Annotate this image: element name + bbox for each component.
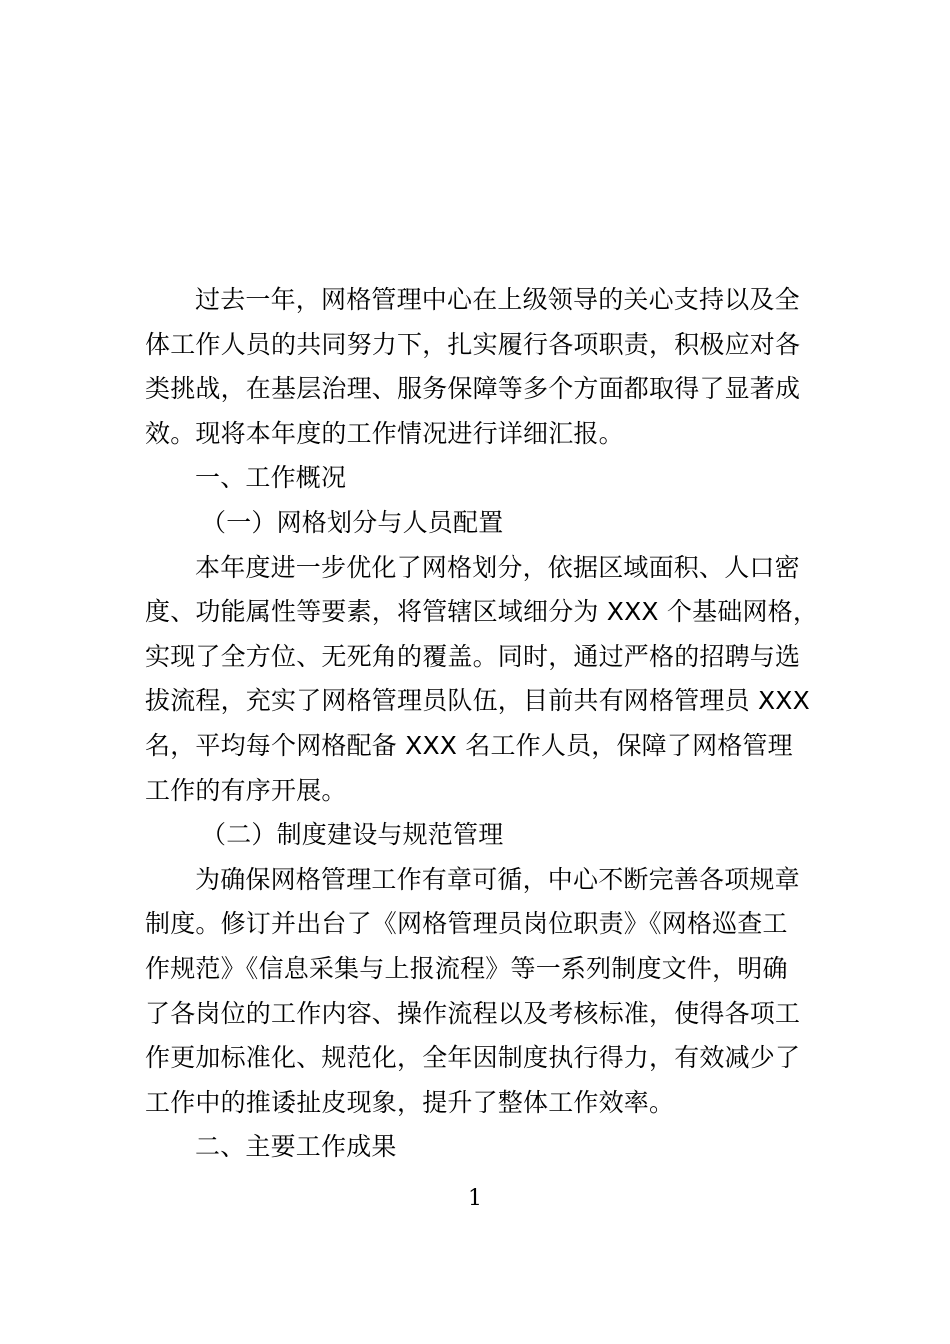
section-heading-work-overview (145, 456, 809, 501)
text-line: 为确保网格管理工作有章可循，中心不断完善各项规章 (195, 864, 800, 894)
section-heading-main-achievements (145, 1125, 809, 1170)
text-line: 类挑战，在基层治理、服务保障等多个方面都取得了显著成 (145, 374, 801, 404)
subsection-heading-system-building (145, 813, 809, 858)
subsection-heading-grid-division (145, 501, 809, 546)
text-line: 效。现将本年度的工作情况进行详细汇报。 (145, 418, 624, 448)
intro-paragraph (145, 278, 809, 456)
text-line: 了各岗位的工作内容、操作流程以及考核标准，使得各项工 (145, 998, 801, 1028)
text-line: 作规范》《信息采集与上报流程》等一系列制度文件，明确 (145, 953, 788, 983)
grid-division-paragraph (145, 546, 819, 814)
heading-text: 一、工作概况 (195, 463, 347, 493)
text-line: 制度。修订并出台了《网格管理员岗位职责》《网格巡查工 (145, 909, 788, 939)
text-line: 工作中的推诿扯皮现象，提升了整体工作效率。 (145, 1087, 675, 1117)
page-number: 1 (468, 1186, 482, 1211)
text-line: 过去一年，网格管理中心在上级领导的关心支持以及全 (195, 285, 800, 314)
text-line: 拔流程，充实了网格管理员队伍，目前共有网格管理员 XXX (145, 686, 810, 716)
subheading-text: （二）制度建设与规范管理 (201, 820, 504, 850)
heading-text: 二、主要工作成果 (195, 1132, 397, 1162)
text-line: 本年度进一步优化了网格划分，依据区域面积、人口密 (195, 552, 800, 582)
text-line: 作更加标准化、规范化，全年因制度执行得力，有效减少了 (145, 1043, 801, 1073)
text-line: 工作的有序开展。 (145, 775, 347, 805)
text-line: 实现了全方位、无死角的覆盖。同时，通过严格的招聘与选 (145, 641, 801, 671)
text-line: 度、功能属性等要素，将管辖区域细分为 XXX 个基础网格， (145, 597, 819, 627)
text-line: 名，平均每个网格配备 XXX 名工作人员，保障了网格管理 (145, 730, 793, 760)
text-line: 体工作人员的共同努力下，扎实履行各项职责，积极应对各 (145, 329, 801, 359)
subheading-text: （一）网格划分与人员配置 (201, 507, 504, 537)
system-building-paragraph (145, 858, 809, 1126)
document-body (145, 278, 819, 1170)
